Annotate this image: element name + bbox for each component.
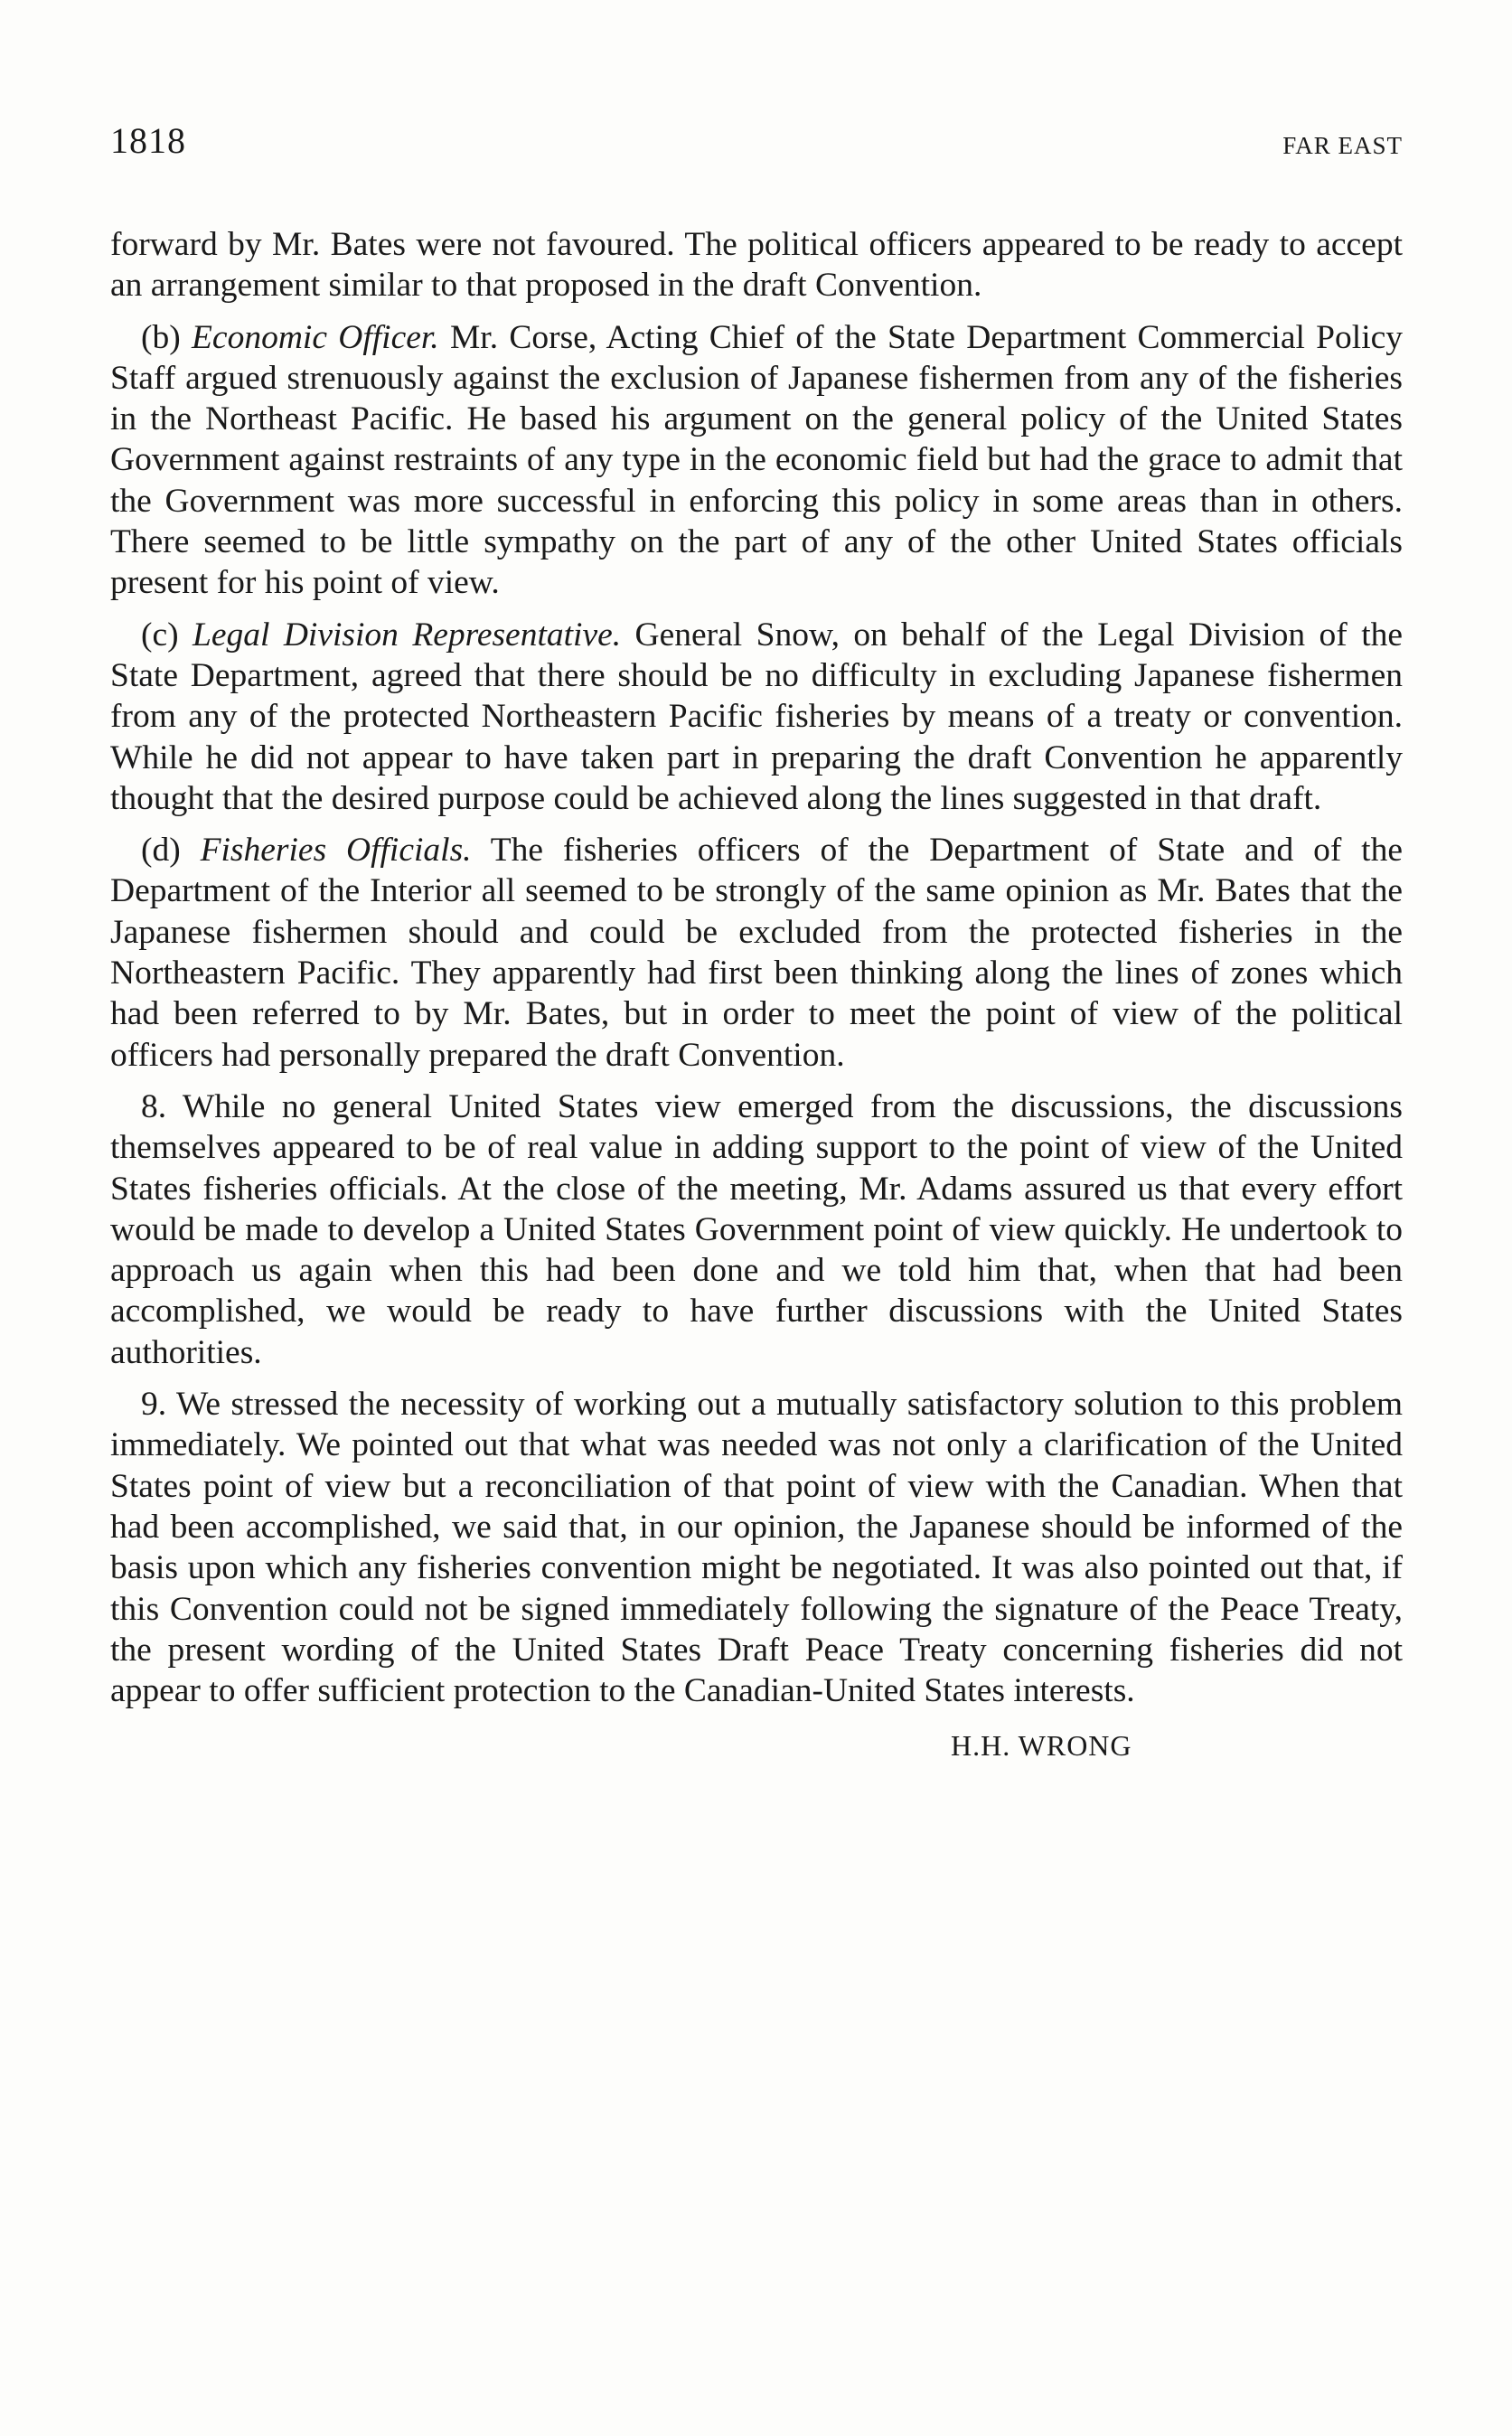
signature: H.H. WRONG	[951, 1729, 1132, 1763]
paragraph-heading: Fisheries Officials.	[200, 832, 472, 870]
paragraph-text: The fisheries officers of the Department of State and of the Department of the Interior all seemed to be strongly of the same opinion as Mr. Bates that the Japanese fishermen should and could be excluded from the protected fisheries in the Northeastern Pacific. They apparently had first been thinking along the lines of zones which had been referred to by Mr. Bates, but in order to meet the point of view of the political officers had personally prepared the draft Convention.	[110, 832, 1403, 1074]
paragraph-text: Mr. Corse, Acting Chief of the State Department Commercial Policy Staff argued strenuously against the exclusion of Japanese fishermen from any of the fisheries in the Northeast Pacific. He based his argument on the general policy of the United States Government against restraints of any type in the economic field but had the grace to admit that the Government was more successful in enforcing this policy in some areas than in others. There seemed to be little sympathy on the part of any of the other United States officials present for his point of view.	[110, 318, 1404, 602]
paragraph-heading: Economic Officer.	[192, 318, 439, 356]
paragraph-legal-division	[110, 615, 1403, 819]
paragraph-label: (b)	[141, 318, 193, 356]
paragraph-fisheries-officials	[110, 830, 1403, 1076]
paragraph-text: General Snow, on behalf of the Legal Division of the State Department, agreed that there should be no difficulty in excluding Japanese fishermen from any of the protected Northeastern Pacific fisheries by means of a treaty or convention. While he did not appear to have taken part in preparing the draft Convention he apparently thought that the desired purpose could be achieved along the lines suggested in that draft.	[110, 616, 1404, 817]
paragraph-heading: Legal Division Representative.	[193, 616, 622, 654]
paragraph-label: (d)	[141, 832, 201, 870]
paragraph-economic-officer	[110, 317, 1403, 604]
running-head: FAR EAST	[1282, 132, 1403, 159]
paragraph-continuation: forward by Mr. Bates were not favoured. The political officers appeared to be ready to accept an arrangement similar to that proposed in the draft Convention.	[110, 226, 1403, 305]
paragraph-label: (c)	[141, 616, 193, 654]
paragraph-9: 9. We stressed the necessity of working out a mutually satisfactory solution to this problem immediately. We pointed out that what was needed was not only a clarification of the United States point of view but a reconciliation of that point of view with the Canadian. When that had been accomplished, we said that, in our opinion, the Japanese should be informed of the basis upon which any fisheries convention might be negotiated. It was also pointed out that, if this Convention could not be signed immediately following the signature of the Peace Treaty, the present wording of the United States Draft Peace Treaty concerning fisheries did not appear to offer sufficient protection to the Canadian-United States interests.	[110, 1386, 1403, 1710]
body-text	[110, 224, 1403, 1767]
page-header	[110, 119, 1403, 165]
paragraph-8: 8. While no general United States view emerged from the discussions, the discussions themselves appeared to be of real value in adding support to the point of view of the United States fisheries officials. At the close of the meeting, Mr. Adams assured us that every effort would be made to develop a United States Government point of view quickly. He undertook to approach us again when this had been done and we told him that, when that had been accomplished, we would be ready to have further discussions with the United States authorities.	[110, 1087, 1403, 1371]
page-number: 1818	[110, 120, 186, 161]
